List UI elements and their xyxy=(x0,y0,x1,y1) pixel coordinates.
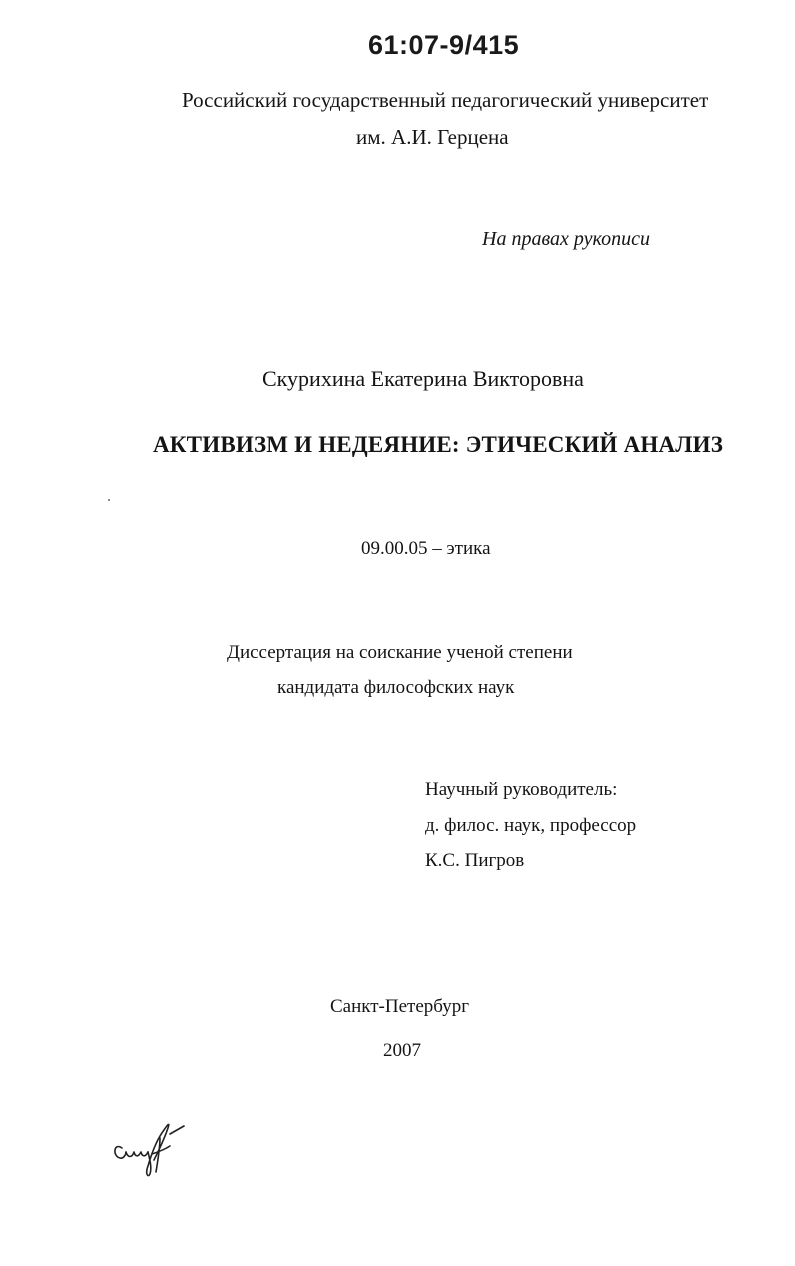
advisor-title: д. филос. наук, профессор xyxy=(425,815,637,836)
city: Санкт-Петербург xyxy=(330,996,470,1017)
dissertation-title: АКТИВИЗМ И НЕДЕЯНИЕ: ЭТИЧЕСКИЙ АНАЛИЗ xyxy=(153,432,724,457)
catalog-number: 61:07-9/415 xyxy=(368,30,520,60)
advisor-name: К.С. Пигров xyxy=(425,850,525,871)
handwritten-signature-icon xyxy=(108,1108,188,1180)
university-line: Российский государственный педагогический университет xyxy=(182,88,709,112)
university-name-line: им. А.И. Герцена xyxy=(356,125,509,149)
scan-speck xyxy=(108,499,110,501)
manuscript-note: На правах рукописи xyxy=(482,228,650,250)
specialty-code: 09.00.05 – этика xyxy=(361,538,491,559)
author-name: Скурихина Екатерина Викторовна xyxy=(262,366,584,391)
degree-line-1: Диссертация на соискание ученой степени xyxy=(227,642,573,663)
year: 2007 xyxy=(383,1040,421,1061)
advisor-label: Научный руководитель: xyxy=(425,779,618,800)
degree-line-2: кандидата философских наук xyxy=(277,677,515,698)
